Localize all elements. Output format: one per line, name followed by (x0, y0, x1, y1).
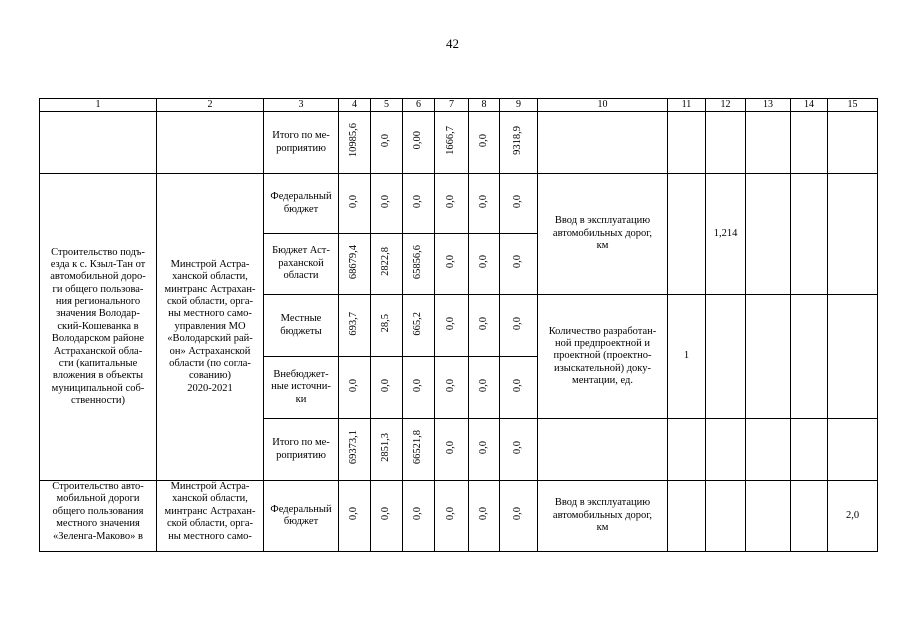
column-number: 8 (469, 99, 500, 112)
amount-cell: 0,0 (500, 174, 538, 234)
value-cell (668, 419, 706, 481)
amount-cell: 65856,6 (403, 234, 435, 295)
amount-cell: 0,0 (435, 481, 469, 552)
column-number: 14 (791, 99, 828, 112)
column-number-row (40, 99, 878, 112)
value-cell (791, 419, 828, 481)
amount-cell: 2822,8 (371, 234, 403, 295)
column-number: 6 (403, 99, 435, 112)
funding-source-cell: Федеральный бюджет (264, 174, 339, 234)
amount-cell: 0,0 (469, 174, 500, 234)
amount-cell: 0,0 (435, 357, 469, 419)
funding-source-cell: Местные бюджеты (264, 295, 339, 357)
funding-source-cell: Бюджет Аст- раханской области (264, 234, 339, 295)
indicator-cell: Ввод в эксплуатацию автомобильных дорог, км (538, 174, 668, 295)
amount-cell: 0,0 (403, 174, 435, 234)
amount-cell: 0,0 (339, 174, 371, 234)
executor-cell: Минстрой Астра- ханской области, минтранс Астрахан- ской области, орга- ны местного само- управления МО «Володарский рай- он» Астраханской области (по согла- сованию) 2020-2021 (157, 174, 264, 481)
amount-cell: 0,0 (371, 481, 403, 552)
amount-cell: 0,0 (500, 481, 538, 552)
column-number: 1 (40, 99, 157, 112)
value-cell (706, 481, 746, 552)
table-row (40, 174, 878, 234)
amount-cell: 665,2 (403, 295, 435, 357)
amount-cell: 66521,8 (403, 419, 435, 481)
value-cell (668, 112, 706, 174)
amount-cell: 28,5 (371, 295, 403, 357)
amount-cell: 0,0 (435, 234, 469, 295)
value-cell (668, 174, 706, 295)
amount-cell: 0,0 (500, 295, 538, 357)
indicator-cell: Количество разработан- ной предпроектной и проектной (проектно- изыскательной) доку- ментации, ед. (538, 295, 668, 419)
column-number: 11 (668, 99, 706, 112)
amount-cell: 2851,3 (371, 419, 403, 481)
column-number: 13 (746, 99, 791, 112)
amount-cell: 0,0 (403, 357, 435, 419)
amount-cell: 0,0 (500, 419, 538, 481)
value-cell (706, 419, 746, 481)
value-cell (746, 112, 791, 174)
amount-cell: 693,7 (339, 295, 371, 357)
indicator-cell: Ввод в эксплуатацию автомобильных дорог, км (538, 481, 668, 552)
table-row (40, 112, 878, 174)
value-cell: 1,214 (706, 174, 746, 295)
column-number: 5 (371, 99, 403, 112)
page-number: 42 (446, 36, 459, 51)
amount-cell: 0,0 (371, 174, 403, 234)
column-number: 4 (339, 99, 371, 112)
amount-cell: 0,0 (371, 357, 403, 419)
value-cell (828, 112, 878, 174)
amount-cell: 0,0 (339, 481, 371, 552)
value-cell (746, 174, 791, 295)
value-cell: 2,0 (828, 481, 878, 552)
amount-cell: 0,0 (469, 419, 500, 481)
funding-source-cell: Итого по ме- роприятию (264, 419, 339, 481)
column-number: 15 (828, 99, 878, 112)
value-cell (791, 174, 828, 295)
amount-cell: 1666,7 (435, 112, 469, 174)
column-number: 2 (157, 99, 264, 112)
amount-cell: 0,0 (403, 481, 435, 552)
column-number: 12 (706, 99, 746, 112)
value-cell (828, 174, 878, 295)
value-cell (746, 481, 791, 552)
amount-cell: 0,0 (500, 234, 538, 295)
amount-cell: 0,0 (371, 112, 403, 174)
event-cell: Строительство авто- мобильной дороги общего пользования местного значения «Зеленга-Маково» в (40, 481, 157, 552)
amount-cell: 0,0 (469, 112, 500, 174)
program-table (39, 98, 878, 552)
value-cell (791, 295, 828, 419)
amount-cell: 0,00 (403, 112, 435, 174)
amount-cell: 69373,1 (339, 419, 371, 481)
executor-cell: Минстрой Астра- ханской области, минтранс Астрахан- ской области, орга- ны местного само- (157, 481, 264, 552)
value-cell (706, 295, 746, 419)
value-cell (746, 295, 791, 419)
event-cell (40, 112, 157, 174)
value-cell (746, 419, 791, 481)
column-number: 7 (435, 99, 469, 112)
value-cell (706, 112, 746, 174)
amount-cell: 0,0 (469, 357, 500, 419)
table-row (40, 481, 878, 552)
indicator-cell (538, 112, 668, 174)
funding-source-cell: Внебюджет- ные источни- ки (264, 357, 339, 419)
indicator-cell (538, 419, 668, 481)
executor-cell (157, 112, 264, 174)
value-cell (791, 112, 828, 174)
amount-cell: 0,0 (435, 295, 469, 357)
event-cell: Строительство подъ- езда к с. Кзыл-Тан от автомобильной доро- ги общего пользова- ния регионального значения Володар- ский-Кошеванка в Володарском районе Астраханской обла- сти (капитальные вложения в объекты муниципальной соб- ственности) (40, 174, 157, 481)
value-cell: 1 (668, 295, 706, 419)
column-number: 9 (500, 99, 538, 112)
amount-cell: 0,0 (339, 357, 371, 419)
amount-cell: 10985,6 (339, 112, 371, 174)
column-number: 10 (538, 99, 668, 112)
funding-source-cell: Федеральный бюджет (264, 481, 339, 552)
amount-cell: 0,0 (469, 234, 500, 295)
value-cell (828, 295, 878, 419)
funding-source-cell: Итого по ме- роприятию (264, 112, 339, 174)
amount-cell: 0,0 (500, 357, 538, 419)
value-cell (668, 481, 706, 552)
amount-cell: 0,0 (435, 174, 469, 234)
column-number: 3 (264, 99, 339, 112)
amount-cell: 0,0 (469, 295, 500, 357)
amount-cell: 68679,4 (339, 234, 371, 295)
amount-cell: 0,0 (469, 481, 500, 552)
amount-cell: 0,0 (435, 419, 469, 481)
value-cell (828, 419, 878, 481)
value-cell (791, 481, 828, 552)
amount-cell: 9318,9 (500, 112, 538, 174)
